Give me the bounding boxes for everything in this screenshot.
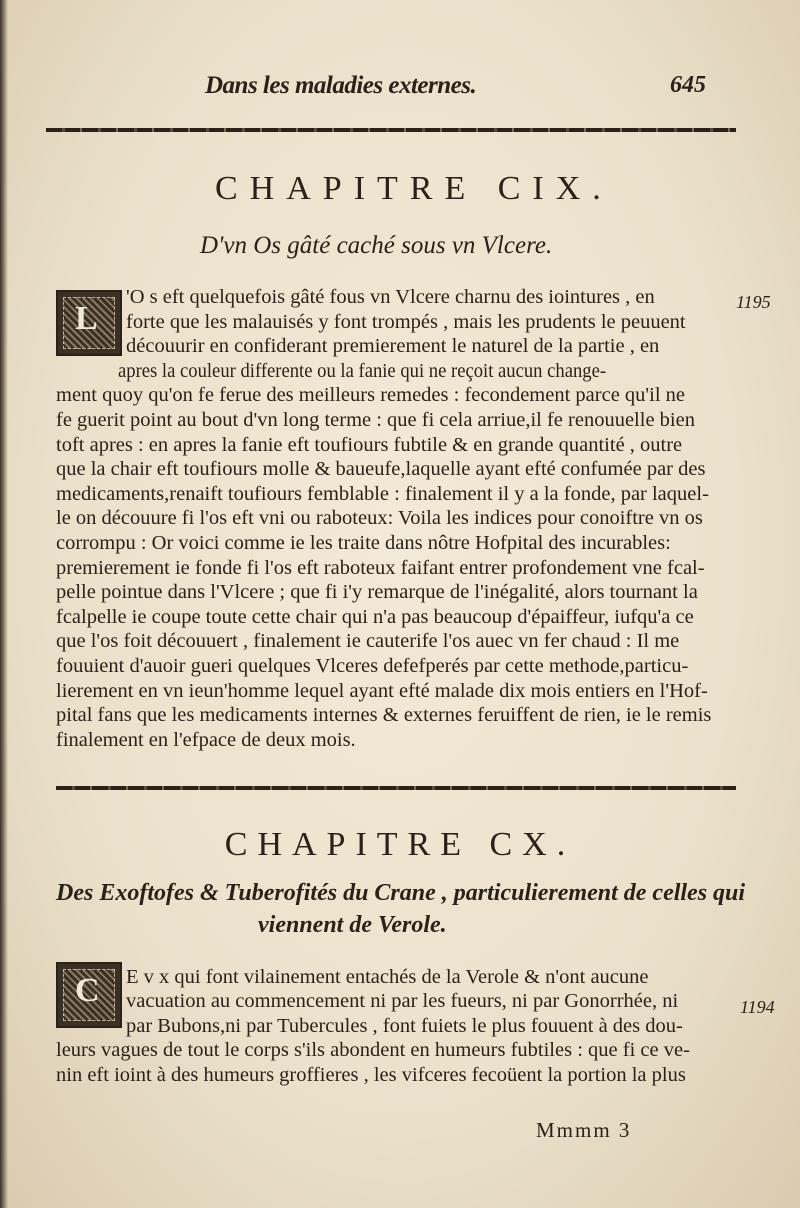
decorated-initial <box>56 290 122 356</box>
signature-mark: Mmmm 3 <box>536 1118 632 1142</box>
text-line: apres la couleur differente ou la fanie qui ne reçoit aucun change- <box>118 359 607 382</box>
chapter-subtitle: D'vn Os gâté caché sous vn Vlcere. <box>200 232 553 259</box>
text-line: toft apres : en apres la fanie eft toufiours fubtile & en grande quantité , outre <box>56 433 683 456</box>
text-line: vacuation au commencement ni par les fueurs, ni par Gonorrhée, ni <box>126 990 679 1013</box>
chapter-subtitle-line: Des Exoftofes & Tuberofités du Crane , particulierement de celles qui <box>56 880 746 906</box>
text-line: par Bubons,ni par Tubercules , font fuiets le plus fouuent à des dou- <box>126 1014 683 1037</box>
text-line: le on découure fi l'os eft vni ou raboteux: Voila les indices pour conoiftre vn os <box>56 507 703 530</box>
text-line: forte que les malauisés y font trompés , mais les prudents le peuuent <box>126 310 686 333</box>
text-line: corrompu : Or voici comme ie les traite dans nôtre Hofpital des incurables: <box>56 532 671 554</box>
decorated-initial <box>56 962 122 1028</box>
text-line: leurs vagues de tout le corps s'ils abondent en humeurs fubtiles : que fi ce ve- <box>56 1039 690 1062</box>
text-line: medicaments,renaift toufiours femblable : finalement il y a la fonde, par laquel- <box>56 482 709 505</box>
text-line: fe guerit point au bout d'vn long terme : que fi cela arriue,il fe renouuelle bien <box>56 409 695 431</box>
text-line: nin eft ioint à des humeurs groffieres , les vifceres fecoüent la portion la plus <box>56 1063 686 1086</box>
chapter-subtitle-line: viennent de Verole. <box>258 912 447 938</box>
page-binding-edge <box>0 0 8 1208</box>
chapter-heading: CHAPITRE CIX. <box>215 170 613 207</box>
text-line: lierement en vn ieun'homme lequel ayant efté malade dix mois entiers en l'Hof- <box>56 679 708 702</box>
text-line: finalement en l'efpace de deux mois. <box>56 728 356 751</box>
text-line: premierement ie fonde fi l'os eft raboteux faifant entrer profondement vne fcal- <box>56 556 705 579</box>
page-number: 645 <box>670 72 706 98</box>
text-line: pelle pointue dans l'Vlcere ; que fi i'y remarque de l'inégalité, alors tournant la <box>56 581 698 604</box>
running-head <box>0 72 800 106</box>
ornamental-rule-top <box>46 128 736 132</box>
text-line: fouuient d'auoir gueri quelques Vlceres defefperés par cette methode,particu- <box>56 655 689 677</box>
running-head-title: Dans les maladies externes. <box>205 72 477 99</box>
chapter-heading: CHAPITRE CX. <box>224 826 576 863</box>
text-line: découurir en confiderant premierement le naturel de la partie , en <box>126 335 660 358</box>
margin-note: 1195 <box>736 292 771 312</box>
text-line: que la chair eft toufiours molle & baueufe,laquelle ayant efté confumée par des <box>56 458 706 481</box>
initial-letter: L <box>75 300 98 337</box>
text-line: E v x qui font vilainement entachés de la Verole & n'ont aucune <box>126 966 649 988</box>
margin-note: 1194 <box>740 997 775 1017</box>
text-line: 'O s eft quelquefois gâté fous vn Vlcere charnu des iointures , en <box>126 286 655 308</box>
text-line: fcalpelle ie coupe toute cette chair qui n'a pas beaucoup d'épaiffeur, iufqu'a ce <box>56 605 694 628</box>
text-line: que l'os foit découuert , finalement ie cauterife l'os auec vn fer chaud : Il me <box>56 630 680 653</box>
text-line: ment quoy qu'on fe ferue des meilleurs remedes : fecondement parce qu'il ne <box>56 384 685 407</box>
ornamental-rule-middle <box>56 786 736 790</box>
text-line: pital fans que les medicaments internes & externes feruiffent de rien, ie le remis <box>56 704 712 727</box>
initial-letter: C <box>75 972 100 1009</box>
